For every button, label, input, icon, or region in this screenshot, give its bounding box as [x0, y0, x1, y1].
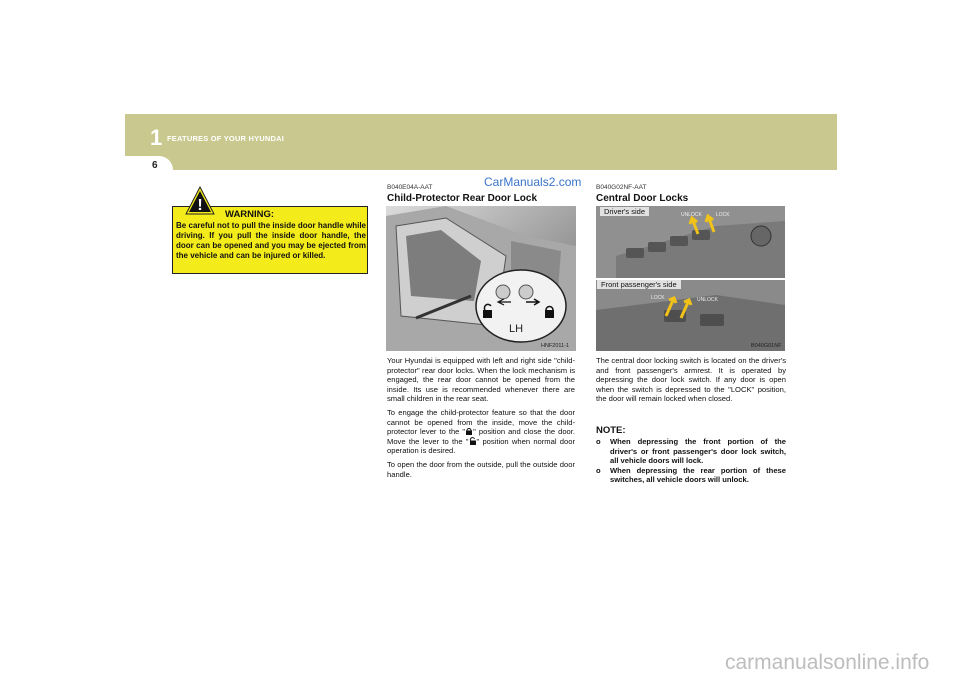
- note-item-2: o When depressing the rear portion of these switches, all vehicle doors will unlock.: [596, 465, 786, 485]
- note-list: [596, 437, 786, 485]
- page-number: 6: [152, 160, 158, 171]
- warning-exclamation: !: [197, 197, 203, 214]
- section-title-child-lock: Child-Protector Rear Door Lock: [387, 193, 538, 204]
- section-code-child-lock: B040E04A-AAT: [387, 184, 433, 191]
- chapter-title: FEATURES OF YOUR HYUNDAI: [167, 134, 285, 143]
- child-lock-paragraph-1: Your Hyundai is equipped with left and right side "child-protector" rear door locks. When the lock mechanism is engaged, the rear door cannot be opened from the inside. Its use is recommended whenever there are small children in the rear seat.: [387, 356, 575, 404]
- driver-lock-label: LOCK: [716, 212, 730, 218]
- passenger-side-label: Front passenger's side: [597, 280, 681, 289]
- child-lock-photo-caption: HNF2011-1: [541, 343, 570, 349]
- passenger-lock-label: LOCK: [651, 295, 665, 301]
- child-lock-photo: [386, 206, 576, 351]
- child-lock-body: [387, 356, 575, 483]
- car-door-illustration: [386, 206, 576, 351]
- central-lock-photo-caption: B040G01NF: [751, 343, 782, 349]
- note-bullet: o: [596, 437, 601, 446]
- section-title-central-lock: Central Door Locks: [596, 193, 689, 204]
- note-label: NOTE:: [596, 425, 626, 436]
- header-tab: [125, 156, 173, 170]
- chapter-number: 1: [150, 125, 163, 150]
- child-lock-paragraph-2: To engage the child-protector feature so that the door cannot be opened from the inside, move the child-protector lever to the " " position and close the door. Move the lever to the " " position when normal door operation is desired.: [387, 407, 576, 456]
- warning-title: WARNING:: [225, 209, 275, 220]
- passenger-switch-panel: [596, 280, 785, 351]
- warning-text: Be careful not to pull the inside door handle while driving. If you pull the inside door handle, the door can be opened and you may be ejected from the vehicle and can be injured or killed.: [176, 221, 366, 260]
- passenger-unlock-label: UNLOCK: [697, 297, 718, 303]
- passenger-side-photo: [596, 280, 785, 351]
- section-code-central-lock: B040G02NF-AAT: [596, 184, 647, 191]
- warning-triangle-icon: [185, 186, 215, 216]
- lever-label: LH: [508, 323, 524, 335]
- lock-closed-icon: [465, 427, 473, 435]
- central-lock-paragraph-1: The central door locking switch is located on the driver's and front passenger's armrest. It is operated by depressing the door lock switch. If any door is open when the switch is depressed to the "LOCK" position, the door will remain locked when closed.: [596, 356, 786, 404]
- watermark-bottom[interactable]: carmanualsonline.info: [725, 651, 930, 674]
- note-bullet: o: [596, 465, 601, 475]
- child-lock-paragraph-3: To open the door from the outside, pull the outside door handle.: [387, 459, 575, 479]
- note-item-1: o When depressing the front portion of the driver's or front passenger's door lock switch, all vehicle doors will lock.: [596, 437, 786, 466]
- driver-side-label: Driver's side: [600, 207, 649, 216]
- watermark-top[interactable]: CarManuals2.com: [484, 175, 582, 189]
- driver-unlock-label: UNLOCK: [681, 212, 702, 218]
- lock-open-icon: [469, 437, 477, 445]
